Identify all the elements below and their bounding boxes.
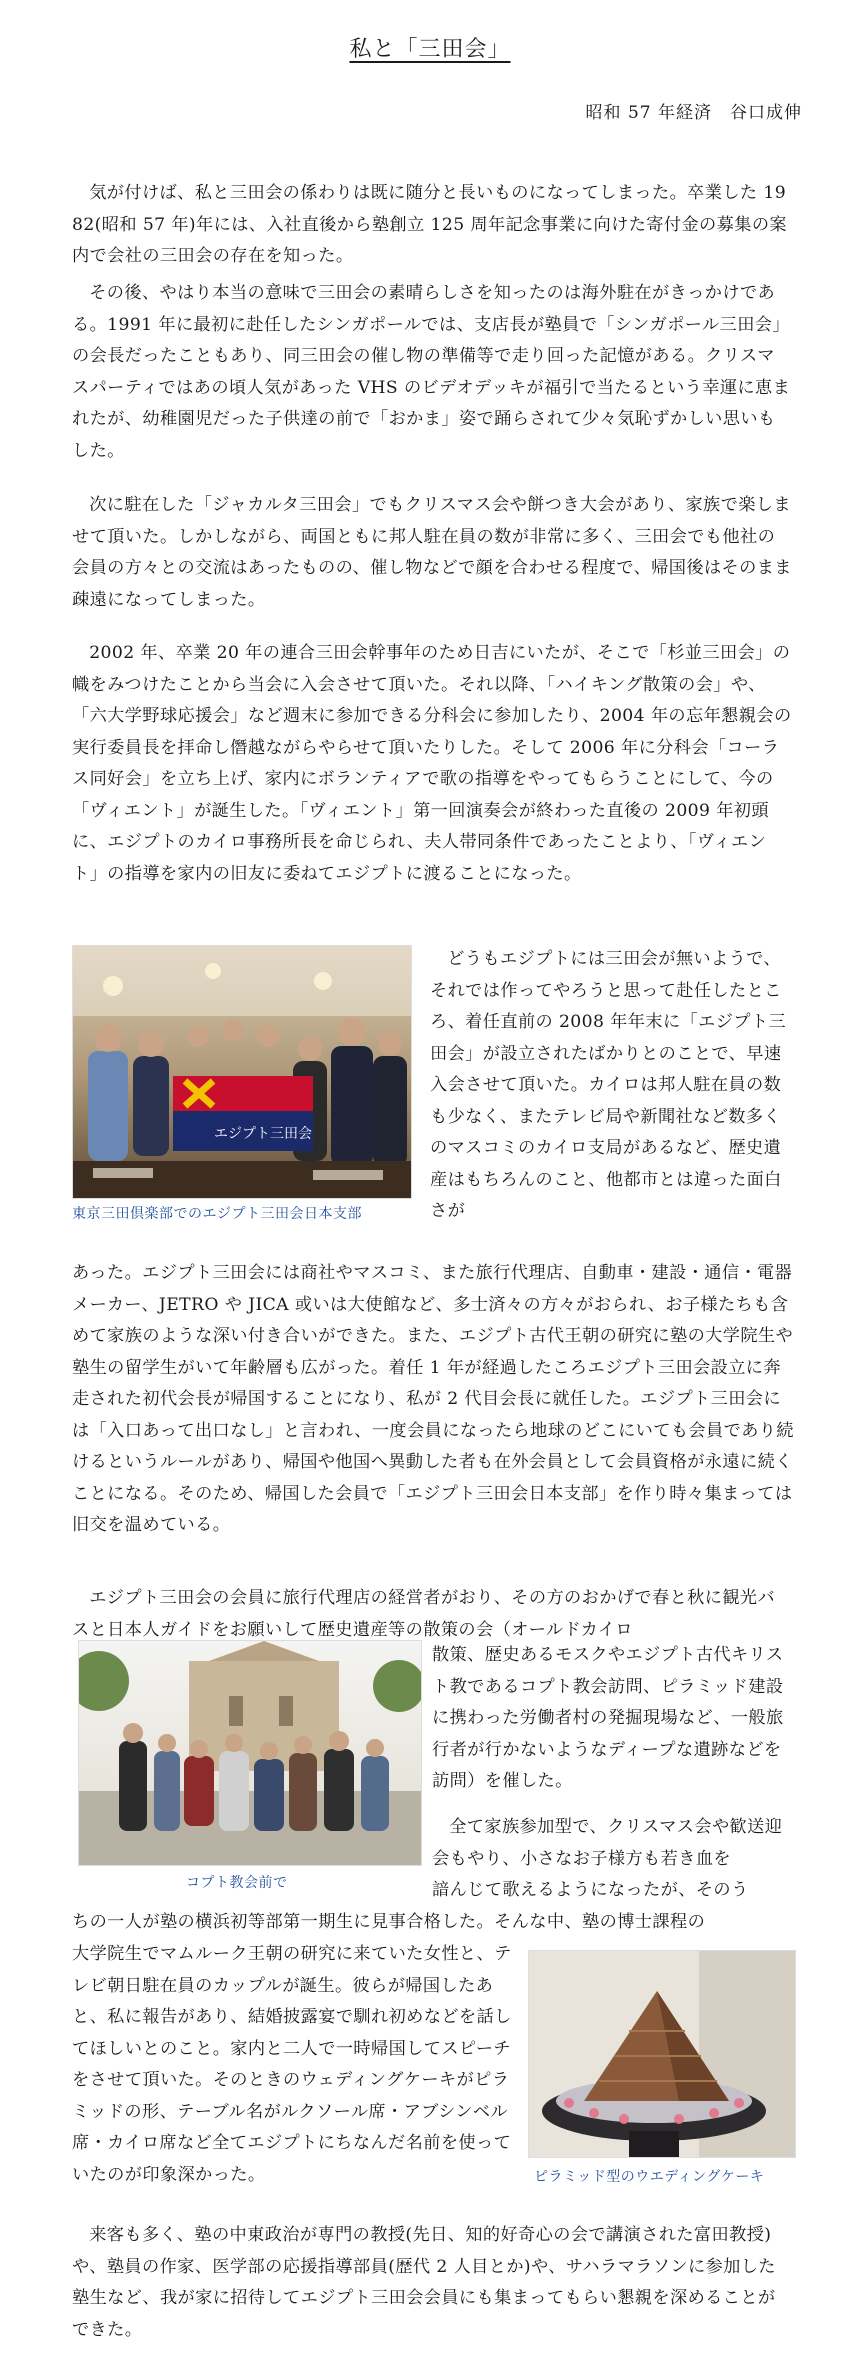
group-photo-image (73, 946, 411, 1198)
photo-coptic-church (78, 1640, 422, 1866)
paragraph-8: 来客も多く、塾の中東政治が専門の教授(先日、知的好奇心の会で講演された富田教授)や、塾員の作家、医学部の応援指導部員(歴代 2 人目とか)や、サハラマラソンに参加した塾生など、我が家に招待してエジプト三田会会員にも集まってもらい懇親を深めることができた。 (72, 2225, 776, 2340)
paragraph-2: その後、やはり本当の意味で三田会の素晴らしさを知ったのは海外駐在がきっかけである。1991 年に最初に赴任したシンガポールでは、支店長が塾員で「シンガポール三田会」の会長だったこともあり、同三田会の催し物の準備等で走り回った記憶がある。クリスマスパーティではあの頃人気があった VHS のビデオデッキが福引で当たるという幸運に恵まれたが、幼稚園児だった子供達の前で「おかま」姿で踊らされて少々気恥ずかしい思いもした。 (72, 283, 791, 461)
photo1-caption: 東京三田倶楽部でのエジプト三田会日本支部 (72, 1206, 362, 1222)
paragraph-6a: エジプト三田会の会員に旅行代理店の経営者がおり、その方のおかげで春と秋に観光バスと日本人ガイドをお願いして歴史遺産等の散策の会（オールドカイロ (72, 1588, 776, 1640)
paragraph-7a: 全て家族参加型で、クリスマス会や歓送迎会もやり、小さなお子様方も若き血を (432, 1817, 783, 1869)
paragraph-5b: あった。エジプト三田会には商社やマスコミ、また旅行代理店、自動車・建設・通信・電器メーカー、JETRO や JICA 或いは大使館など、多士済々の方々がおられ、お子様たちも含めて家族のような深い付き合いができた。また、エジプト古代王朝の研究に塾の大学院生や塾生の留学生がいて年齢層も広がった。着任 1 年が経過したころエジプト三田会設立に奔走された初代会長が帰国することになり、私が 2 代目会長に就任した。エジプト三田会には「入口あって出口なし」と言われ、一度会員になったら地球のどこにいても会員であり続けるというルールがあり、帰国や他国へ異動した者も在外会員として会員資格が永遠に続くことになる。そのため、帰国した会員で「エジプト三田会日本支部」を作り時々集まっては旧交を温めている。 (72, 1263, 794, 1535)
page-title (0, 32, 860, 63)
photo-pyramid-cake (528, 1950, 796, 2158)
paragraph-7c: ちの一人が塾の横浜初等部第一期生に見事合格した。そんな中、塾の博士課程の (72, 1912, 706, 1932)
paragraph-5a: どうもエジプトには三田会が無いようで、それでは作ってやろうと思って赴任したところ、着任直前の 2008 年年末に「エジプト三田会」が設立されたばかりとのことで、早速入会させて頂いた。カイロは邦人駐在員の数も少なく、またテレビ局や新聞社など数多くのマスコミのカイロ支局があるなど、歴史遺産はもちろんのこと、他都市とは違った面白さが (430, 949, 787, 1221)
paragraph-6b: 散策、歴史あるモスクやエジプト古代キリスト教であるコプト教会訪問、ピラミッド建設に携わった労働者村の発掘現場など、一般旅行者が行かないようなディープな遺跡などを訪問）を催した。 (432, 1645, 784, 1791)
author-line: 昭和 57 年経済 谷口成伸 (585, 103, 802, 123)
paragraph-3: 次に駐在した「ジャカルタ三田会」でもクリスマス会や餅つき大会があり、家族で楽しませて頂いた。しかしながら、両国ともに邦人駐在員の数が非常に多く、三田会でも他社の会員の方々との交流はあったものの、催し物などで顔を合わせる程度で、帰国後はそのまま疎遠になってしまった。 (72, 495, 792, 610)
page-title-text: 私と「三田会」 (349, 37, 511, 62)
paragraph-1: 気が付けば、私と三田会の係わりは既に随分と長いものになってしまった。卒業した 1982(昭和 57 年)年には、入社直後から塾創立 125 周年記念事業に向けた寄付金の募集の案内で会社の三田会の存在を知った。 (72, 183, 787, 266)
cake-photo-image (529, 1951, 795, 2157)
paragraph-4: 2002 年、卒業 20 年の連合三田会幹事年のため日吉にいたが、そこで「杉並三田会」の幟をみつけたことから当会に入会させて頂いた。それ以降、「ハイキング散策の会」や、「六大学野球応援会」など週末に参加できる分科会に参加したり、2004 年の忘年懇親会の実行委員長を拝命し僭越ながらやらせて頂いたりした。そして 2006 年に分科会「コーラス同好会」を立ち上げ、家内にボランティアで歌の指導をやってもらうことにして、今の「ヴィエント」が誕生した。「ヴィエント」第一回演奏会が終わった直後の 2009 年初頭に、エジプトのカイロ事務所長を命じられ、夫人帯同条件であったことより、「ヴィエント」の指導を家内の旧友に委ねてエジプトに渡ることになった。 (72, 643, 792, 884)
photo3-caption: ピラミッド型のウエディングケーキ (534, 2169, 765, 2185)
church-photo-image (79, 1641, 421, 1865)
photo2-caption: コプト教会前で (186, 1875, 288, 1891)
flag-banner-text: エジプト三田会 (214, 1126, 312, 1142)
paragraph-7d: 大学院生でマムルーク王朝の研究に来ていた女性と、テレビ朝日駐在員のカップルが誕生。彼らが帰国したあと、私に報告があり、結婚披露宴で馴れ初めなどを話してほしいとのこと。家内と二人で一時帰国してスピーチをさせて頂いた。そのときのウェディングケーキがピラミッドの形、テーブル名がルクソール席・アブシンベル席・カイロ席など全てエジプトにちなんだ名前を使っていたのが印象深かった。 (72, 1944, 512, 2185)
photo-egypt-mita-japan-branch (72, 945, 412, 1199)
paragraph-7b: 諳んじて歌えるようになったが、そのう (432, 1880, 749, 1900)
